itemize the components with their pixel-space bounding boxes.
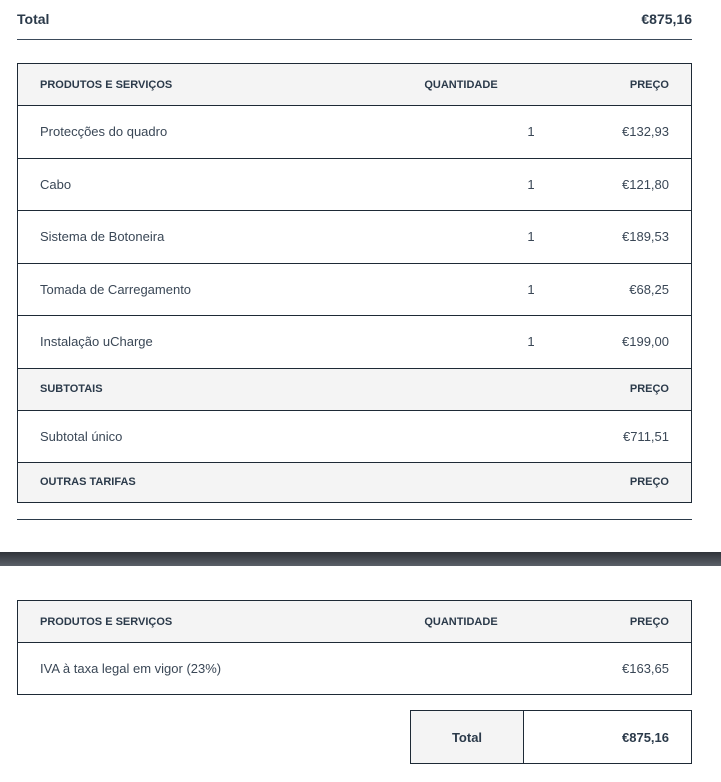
total-label: Total [17,10,50,27]
page-break-band [0,552,721,566]
item-quantity: 1 [527,281,535,297]
subtotal-row [18,411,691,463]
table-row [18,211,691,264]
item-name: Sistema de Botoneira [40,229,165,245]
table-row [18,643,691,695]
header-price: PREÇO [629,476,669,488]
item-name: IVA à taxa legal em vigor (23%) [40,661,222,676]
subtotal-price: €711,51 [622,428,669,444]
divider [17,519,692,520]
item-name: Cabo [40,176,72,192]
header-quantity: QUANTIDADE [424,78,498,91]
table-row [18,106,691,159]
table-row [18,316,691,369]
table-header [18,64,691,106]
header-quantity: QUANTIDADE [424,615,498,628]
table-header [18,601,691,643]
header-products: PRODUTOS E SERVIÇOS [40,78,173,91]
products-table [17,63,692,503]
item-price: €132,93 [622,124,669,140]
item-price: €68,25 [629,281,669,297]
item-quantity: 1 [527,176,535,192]
final-total-label: Total [411,711,524,763]
item-name: Instalação uCharge [40,334,153,350]
item-price: €163,65 [622,661,669,676]
item-price: €121,80 [622,176,669,192]
item-price: €189,53 [622,229,669,245]
total-summary-line [17,0,692,40]
subtotals-header [18,369,691,411]
header-subtotals: SUBTOTAIS [40,383,103,395]
item-quantity: 1 [527,229,535,245]
header-price: PREÇO [629,78,669,91]
table-row [18,264,691,317]
header-other-fees: OUTRAS TARIFAS [40,476,136,488]
item-name: Protecções do quadro [40,124,168,140]
other-fees-header [18,463,691,503]
header-price: PREÇO [629,383,669,395]
final-total-value: €875,16 [622,729,669,745]
header-products: PRODUTOS E SERVIÇOS [40,615,173,628]
item-name: Tomada de Carregamento [40,281,192,297]
item-quantity: 1 [527,124,535,140]
tax-table [17,600,692,695]
item-quantity: 1 [527,334,535,350]
final-total-box [410,710,692,764]
total-value: €875,16 [641,10,692,27]
item-price: €199,00 [622,334,669,350]
subtotal-name: Subtotal único [40,428,123,444]
header-price: PREÇO [629,615,669,628]
table-row [18,159,691,212]
